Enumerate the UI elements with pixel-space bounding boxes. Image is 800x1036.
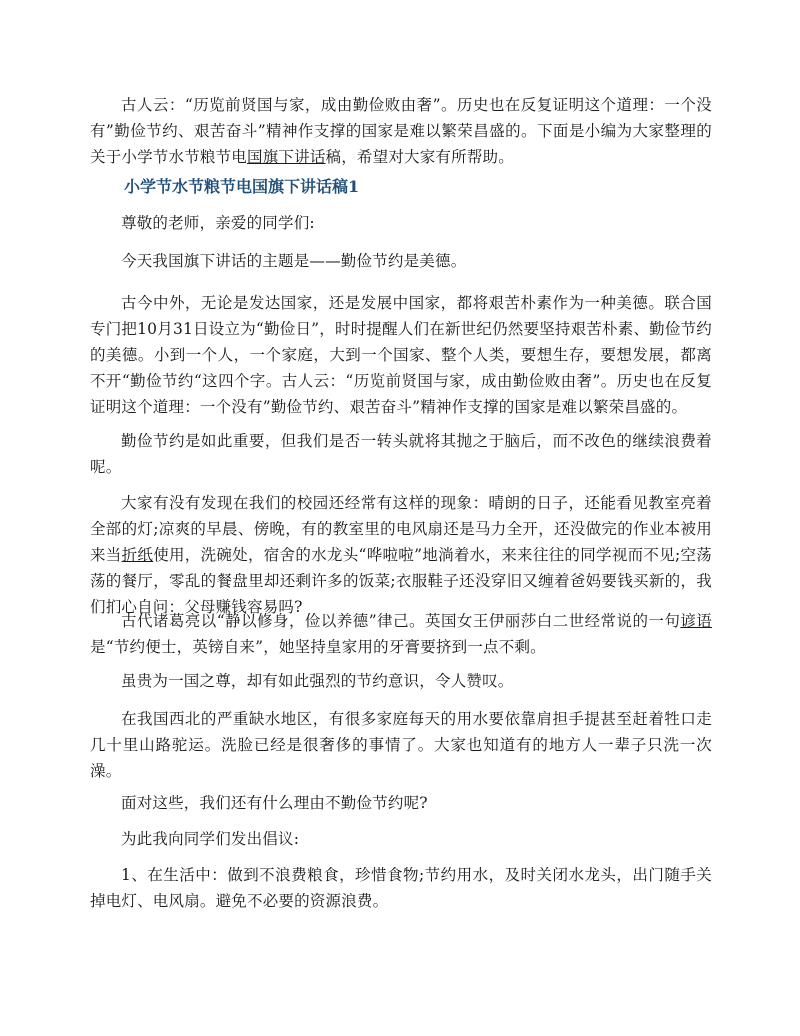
greeting-paragraph: 尊敬的老师，亲爱的同学们: <box>121 214 315 232</box>
intro-text-2: 稿，希望对大家有所帮助。 <box>325 148 514 166</box>
body-paragraph-6: 在我国西北的严重缺水地区，有很多家庭每天的用水要依靠肩担手提甚至赶着牲口走几十里山路驼运。洗脸已经是很奢侈的事情了。大家也知道有的地方人一辈子只洗一次澡。 <box>90 710 712 780</box>
body-paragraph-1: 古今中外，无论是发达国家，还是发展中国家，都将艰苦朴素作为一种美德。联合国专门把10月31日设立为“勤俭日”，时时提醒人们在新世纪仍然要坚持艰苦朴素、勤俭节约的美德。小到一个人，一个家庭，大到一个国家、整个人类，要想生存，要想发展，都离不开“勤俭节约“这四个字。古人云：“历览前贤国与家，成由勤俭败由奢”。历史也在反复证明这个道理：一个没有”勤俭节约、艰苦奋斗”精神作支撑的国家是难以繁荣昌盛的。 <box>90 294 712 416</box>
body-paragraph-5: 虽贵为一国之尊，却有如此强烈的节约意识，令人赞叹。 <box>121 672 514 690</box>
body-paragraph-7: 面对这些，我们还有什么理由不勤俭节约呢? <box>121 794 428 812</box>
body-paragraph-8: 为此我向同学们发出倡议: <box>121 830 300 848</box>
topic-paragraph: 今天我国旗下讲话的主题是——勤俭节约是美德。 <box>121 252 467 270</box>
body-paragraph-2: 勤俭节约是如此重要，但我们是否一转头就将其抛之于脑后，而不改色的继续浪费着呢。 <box>90 432 712 476</box>
body-paragraph-4 <box>90 608 712 660</box>
body-paragraph-3 <box>90 490 712 620</box>
intro-text-1: 古人云：“历览前贤国与家，成由勤俭败由奢”。历史也在反复证明这个道理：一个没有”勤俭节约、艰苦奋斗”精神作支撑的国家是难以繁荣昌盛的。下面是小编为大家整理的关于小学节水节粮节电 <box>90 96 712 166</box>
p3-text-2: 使用，洗碗处，宿舍的水龙头“哗啦啦”地淌着水，来来往往的同学视而不见;空荡荡的餐厅，零乱的餐盘里却还剩许多的饭菜;衣服鞋子还没穿旧又缠着爸妈要钱买新的，我们扪心自问：父母赚钱容易吗? <box>90 546 712 616</box>
section-heading: 小学节水节粮节电国旗下讲话稿1 <box>124 177 360 196</box>
p3-text-1: 大家有没有发现在我们的校园还经常有这样的现象：晴朗的日子，还能看见教室亮着全部的灯;凉爽的早晨、傍晚，有的教室里的电风扇还是马力全开，还没做完的作业本被用来当 <box>90 494 712 564</box>
p3-link[interactable]: 折纸 <box>121 546 154 564</box>
intro-paragraph <box>90 92 712 170</box>
p4-text-2: 是“节约便士，英镑自来”，她坚持皇家用的牙膏要挤到一点不剩。 <box>90 638 546 656</box>
p4-link[interactable]: 谚语 <box>680 612 712 630</box>
body-paragraph-9: 1、在生活中：做到不浪费粮食，珍惜食物;节约用水，及时关闭水龙头，出门随手关掉电灯、电风扇。避免不必要的资源浪费。 <box>90 866 712 910</box>
intro-link[interactable]: 国旗下讲话 <box>247 148 326 166</box>
p4-text-1: 古代诸葛亮以“静以修身，俭以养德”律己。英国女王伊丽莎白二世经常说的一句 <box>121 612 681 630</box>
